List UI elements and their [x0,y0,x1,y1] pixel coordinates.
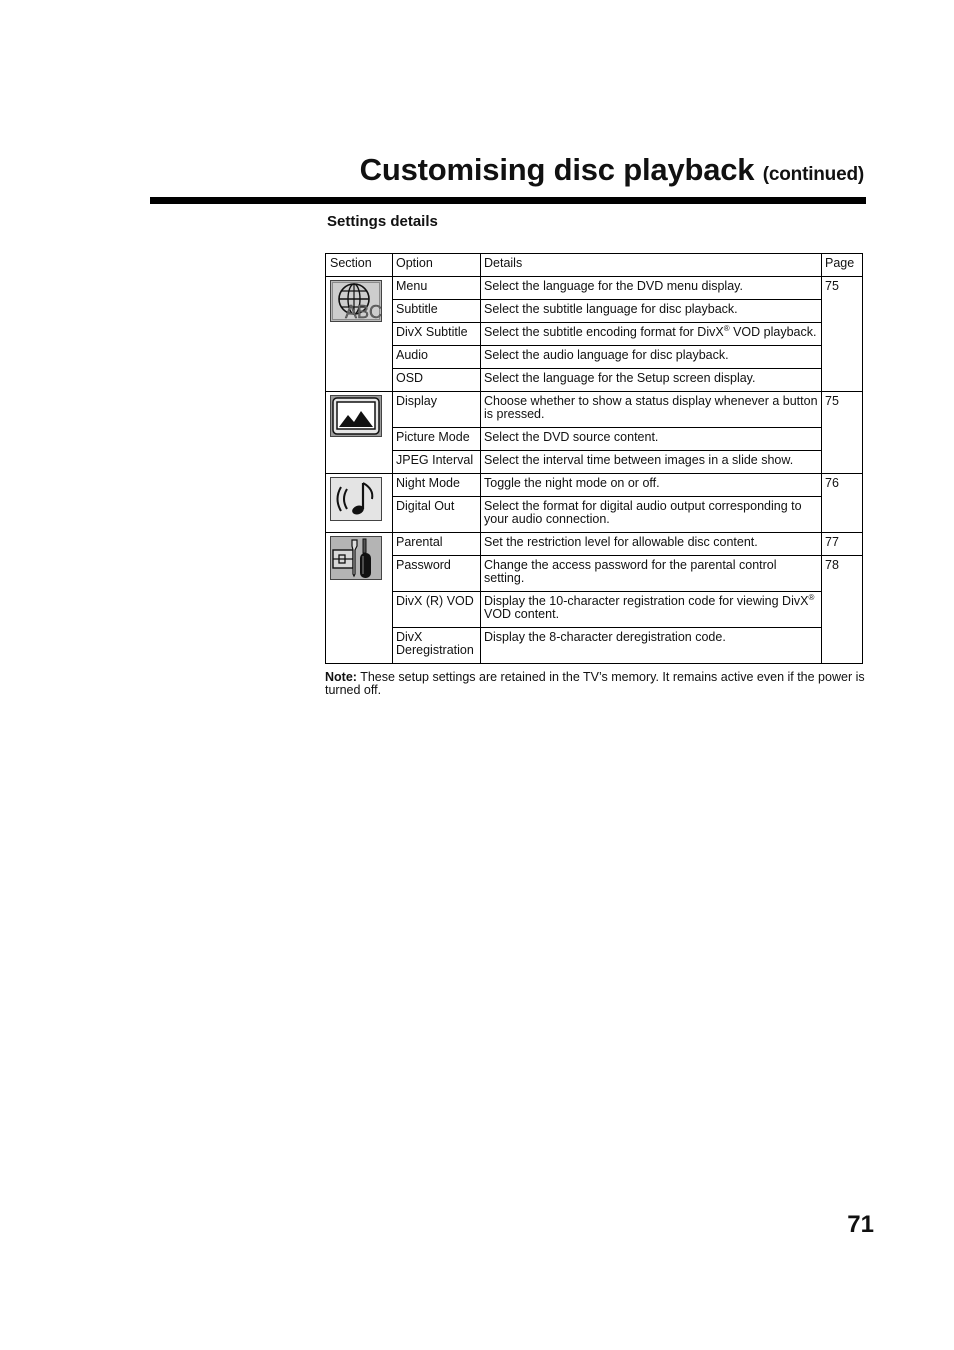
table-row [326,533,863,556]
table-row [326,451,863,474]
note [325,671,865,697]
option-parental: Parental [393,533,481,556]
table-row [326,497,863,533]
picture-mountain-icon [330,395,382,437]
section-language [326,277,393,392]
details-parental: Set the restriction level for allowable disc content. [481,533,822,556]
page-title [360,152,864,188]
title-main: Customising disc playback [359,152,755,187]
details-password: Change the access password for the parental control setting. [481,556,822,592]
header-option: Option [393,254,481,277]
option-password: Password [393,556,481,592]
page-number: 71 [847,1211,874,1238]
option-divx-vod: DivX (R) VOD [393,592,481,628]
header-section: Section [326,254,393,277]
option-audio: Audio [393,346,481,369]
option-subtitle: Subtitle [393,300,481,323]
table-row [326,277,863,300]
details-osd: Select the language for the Setup screen display. [481,369,822,392]
table-row [326,628,863,664]
option-jpeg-interval: JPEG Interval [393,451,481,474]
title-continued: (continued) [762,164,864,185]
details-night-mode: Toggle the night mode on or off. [481,474,822,497]
details-digital-out: Select the format for digital audio output corresponding to your audio connection. [481,497,822,533]
section-picture [326,392,393,474]
registered-mark: ® [723,324,730,333]
table-row [326,369,863,392]
section-tools [326,533,393,664]
option-divx-deregistration: DivX Deregistration [393,628,481,664]
details-jpeg-interval: Select the interval time between images in a slide show. [481,451,822,474]
details-divx-subtitle: Select the subtitle encoding format for DivX® VOD playback. [481,323,822,346]
page-ref: 75 [822,392,863,474]
option-display: Display [393,392,481,428]
option-divx-subtitle: DivX Subtitle [393,323,481,346]
details-audio: Select the audio language for disc playback. [481,346,822,369]
table-row [326,556,863,592]
page-ref: 75 [822,277,863,392]
note-text: These setup settings are retained in the TV’s memory. It remains active even if the power is turned off. [325,670,865,697]
details-subtitle: Select the subtitle language for disc playback. [481,300,822,323]
table-row [326,428,863,451]
header-details: Details [481,254,822,277]
table-row [326,592,863,628]
section-heading: Settings details [327,213,438,230]
svg-text:ABC: ABC [345,302,382,322]
settings-table [325,253,863,664]
page-ref: 77 [822,533,863,556]
table-row [326,300,863,323]
option-night-mode: Night Mode [393,474,481,497]
section-audio [326,474,393,533]
option-menu: Menu [393,277,481,300]
option-picture-mode: Picture Mode [393,428,481,451]
option-digital-out: Digital Out [393,497,481,533]
details-divx-vod: Display the 10-character registration code for viewing DivX® VOD content. [481,592,822,628]
page-ref: 76 [822,474,863,533]
option-osd: OSD [393,369,481,392]
page-ref: 78 [822,556,863,664]
details-display: Choose whether to show a status display whenever a button is pressed. [481,392,822,428]
details-divx-deregistration: Display the 8-character deregistration code. [481,628,822,664]
registered-mark: ® [808,593,815,602]
audio-music-note-icon [330,477,382,521]
table-row [326,474,863,497]
details-menu: Select the language for the DVD menu display. [481,277,822,300]
note-label: Note: [325,670,357,684]
table-header-row [326,254,863,277]
tools-screwdriver-icon [330,536,382,580]
header-page: Page [822,254,863,277]
details-picture-mode: Select the DVD source content. [481,428,822,451]
table-row [326,346,863,369]
title-rule [150,197,866,204]
table-row [326,392,863,428]
table-row [326,323,863,346]
language-globe-abc-icon [330,280,382,322]
